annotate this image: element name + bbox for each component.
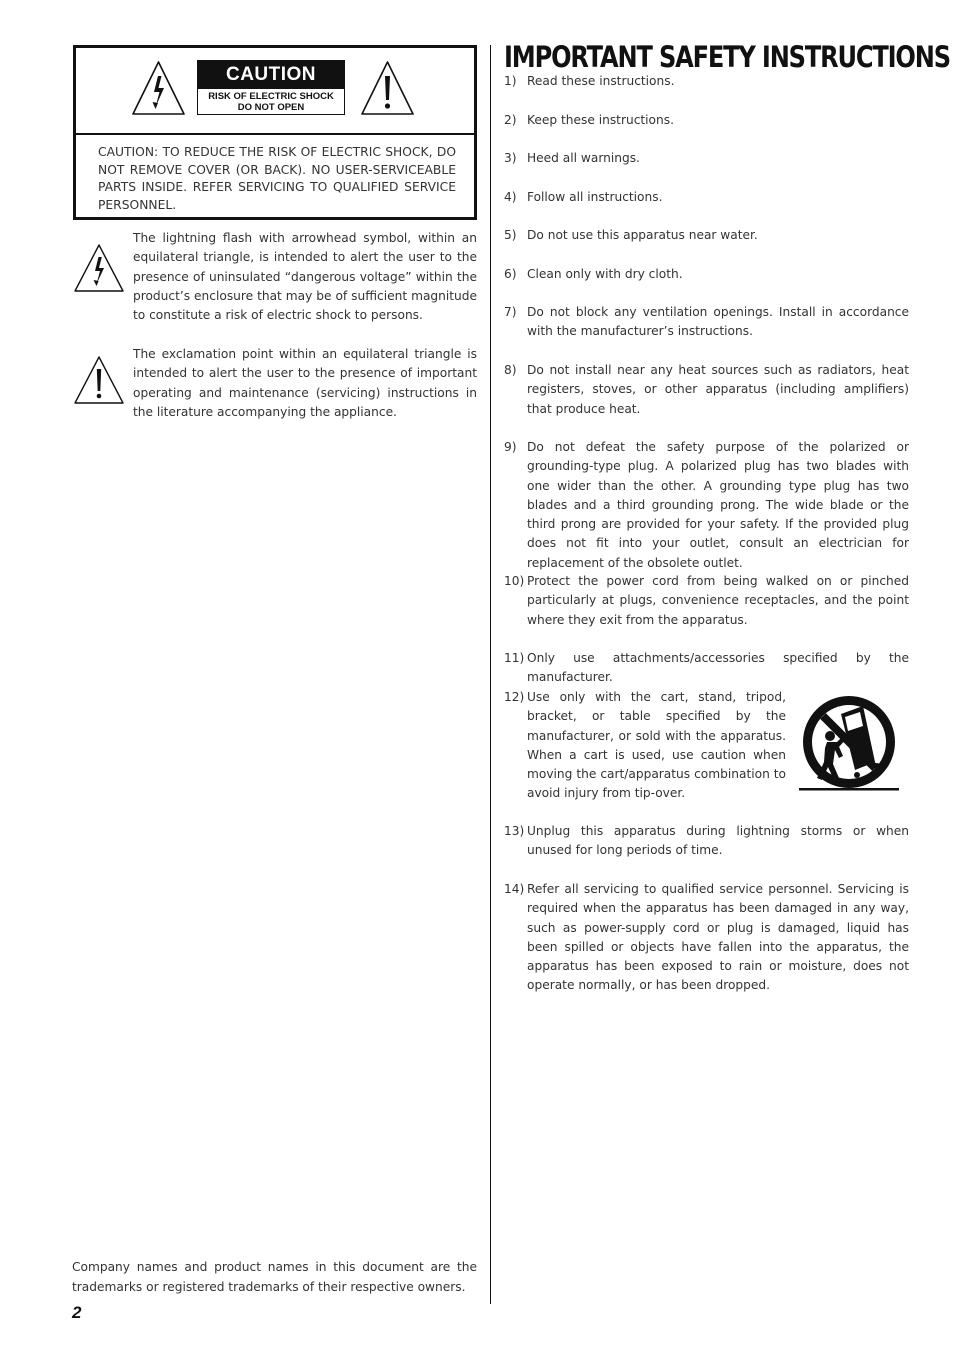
caution-label bbox=[197, 60, 345, 115]
item-number: 4) bbox=[504, 190, 517, 204]
exclamation-triangle-icon bbox=[73, 355, 125, 405]
caution-label-line1: RISK OF ELECTRIC SHOCK bbox=[208, 91, 334, 102]
list-item bbox=[504, 111, 909, 130]
lightning-warning-icon bbox=[131, 60, 186, 116]
caution-text: CAUTION: TO REDUCE THE RISK OF ELECTRIC SHOCK, DO NOT REMOVE COVER (OR BACK). NO USER-SERVICEABLE PARTS INSIDE. REFER SERVICING TO QUALIFIED SERVICE PERSONNEL. bbox=[98, 145, 456, 212]
list-item bbox=[504, 572, 909, 630]
item-text: Read these instructions. bbox=[527, 74, 675, 88]
item-number: 7) bbox=[504, 305, 517, 319]
caution-box bbox=[73, 45, 477, 220]
item-number: 11) bbox=[504, 651, 525, 665]
column-divider bbox=[490, 45, 491, 1304]
list-item bbox=[504, 149, 909, 168]
list-item bbox=[504, 438, 909, 573]
caution-box-divider bbox=[76, 133, 474, 135]
list-item bbox=[504, 72, 909, 91]
list-item bbox=[504, 822, 909, 861]
list-item bbox=[504, 188, 909, 207]
caution-label-title: CAUTION bbox=[198, 61, 344, 89]
item-text: Protect the power cord from being walked on or pinched particularly at plugs, convenience receptacles, and the point where they exit from the apparatus. bbox=[527, 574, 909, 627]
item-text: Refer all servicing to qualified service personnel. Servicing is required when the apparatus has been damaged in any way, such as power-supply cord or plug is damaged, liquid has been spilled or objects have fallen into the apparatus, the apparatus has been exposed to rain or moisture, does not operate normally, or has been dropped. bbox=[527, 882, 909, 993]
trademark-notice: Company names and product names in this document are the trademarks or registered trademarks of their respective owners. bbox=[72, 1260, 477, 1294]
list-item bbox=[504, 361, 909, 419]
item-number: 6) bbox=[504, 267, 517, 281]
item-number: 14) bbox=[504, 882, 525, 896]
item-text: Unplug this apparatus during lightning storms or when unused for long periods of time. bbox=[527, 824, 909, 858]
item-text: Do not install near any heat sources such as radiators, heat registers, stoves, or other apparatus (including amplifiers) that produce heat. bbox=[527, 363, 909, 416]
item-text: Use only with the cart, stand, tripod, bracket, or table specified by the manufacturer, or sold with the apparatus. When a cart is used, use caution when moving the cart/apparatus combination to avoid injury from tip-over. bbox=[527, 690, 786, 801]
page-number: 2 bbox=[72, 1303, 82, 1322]
item-number: 13) bbox=[504, 824, 525, 838]
item-number: 3) bbox=[504, 151, 517, 165]
item-text: Do not defeat the safety purpose of the polarized or grounding-type plug. A polarized plug has two blades with one wider than the other. A grounding type plug has two blades and a third grounding prong. The wide blade or the third prong are provided for your safety. If the provided plug does not fit into your outlet, consult an electrician for replacement of the obsolete outlet. bbox=[527, 440, 909, 570]
lightning-triangle-icon bbox=[73, 243, 125, 293]
item-text: Keep these instructions. bbox=[527, 113, 674, 127]
list-item bbox=[504, 226, 909, 245]
list-item bbox=[504, 303, 909, 342]
item-number: 12) bbox=[504, 690, 525, 704]
item-text: Follow all instructions. bbox=[527, 190, 663, 204]
item-number: 9) bbox=[504, 440, 517, 454]
item-number: 8) bbox=[504, 363, 517, 377]
cart-tipover-warning-icon bbox=[797, 690, 901, 794]
list-item bbox=[504, 649, 909, 688]
page-title: IMPORTANT SAFETY INSTRUCTIONS bbox=[504, 40, 950, 74]
item-number: 10) bbox=[504, 574, 525, 588]
item-number: 1) bbox=[504, 74, 517, 88]
caution-label-line2: DO NOT OPEN bbox=[237, 102, 305, 113]
list-item bbox=[504, 880, 909, 996]
list-item bbox=[504, 688, 786, 804]
lightning-symbol-description: The lightning flash with arrowhead symbol, within an equilateral triangle, is intended to alert the user to the presence of uninsulated “dangerous voltage” within the product’s enclosure that may be of sufficient magnitude to constitute a risk of electric shock to persons. bbox=[133, 231, 477, 323]
item-text: Only use attachments/accessories specified by the manufacturer. bbox=[527, 651, 909, 685]
item-number: 2) bbox=[504, 113, 517, 127]
exclamation-symbol-description: The exclamation point within an equilateral triangle is intended to alert the user to the presence of important operating and maintenance (servicing) instructions in the literature accompanying the appliance. bbox=[133, 347, 477, 419]
item-text: Clean only with dry cloth. bbox=[527, 267, 683, 281]
list-item bbox=[504, 265, 909, 284]
item-text: Do not block any ventilation openings. Install in accordance with the manufacturer’s instructions. bbox=[527, 305, 909, 339]
exclamation-warning-icon bbox=[360, 60, 415, 116]
item-text: Do not use this apparatus near water. bbox=[527, 228, 758, 242]
item-text: Heed all warnings. bbox=[527, 151, 640, 165]
item-number: 5) bbox=[504, 228, 517, 242]
